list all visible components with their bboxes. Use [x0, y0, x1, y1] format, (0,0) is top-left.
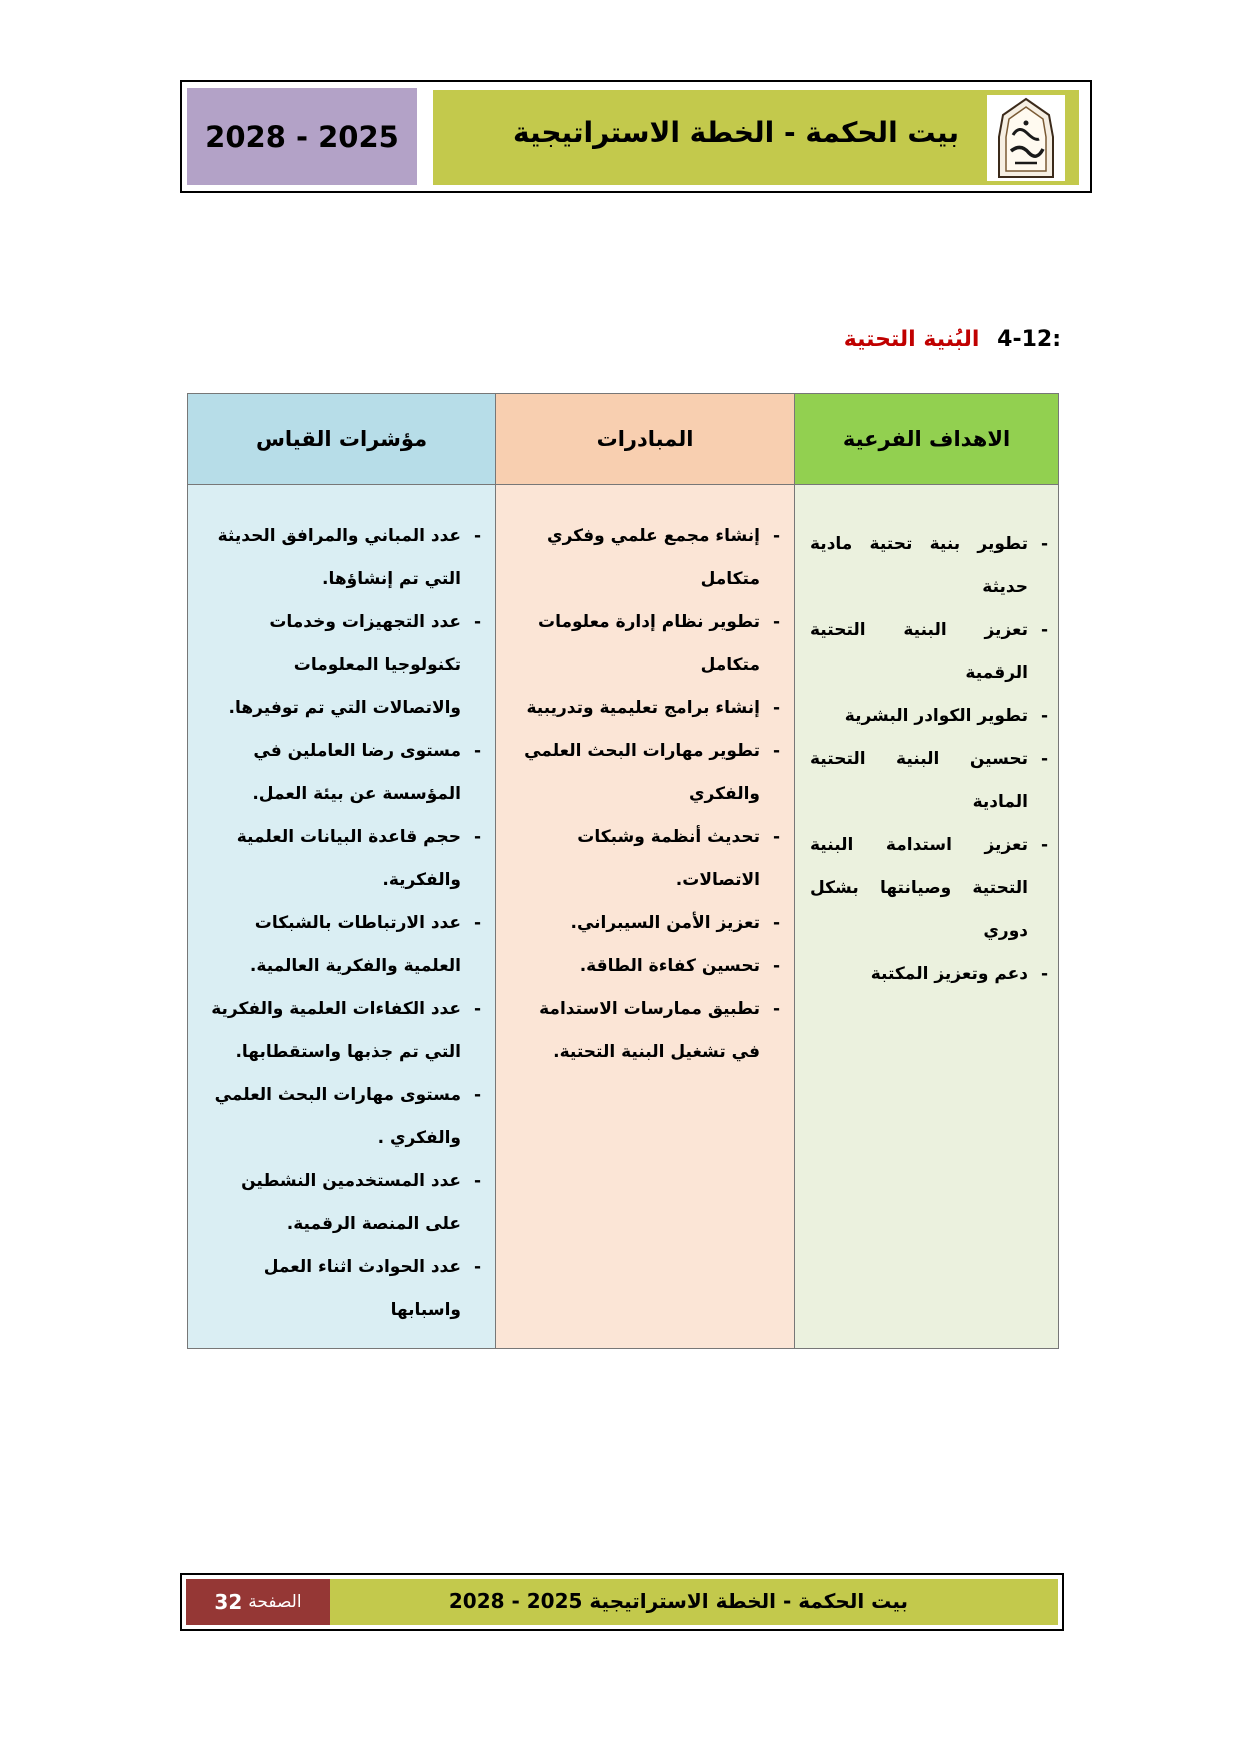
- goals-header: [795, 394, 1058, 485]
- list-item: - عدد المستخدمين النشطين على المنصة الرقمية.: [201, 1160, 483, 1246]
- list-item: - تطبيق ممارسات الاستدامة في تشغيل البنية التحتية.: [520, 988, 782, 1074]
- list-item: - عدد المباني والمرافق الحديثة التي تم إنشاؤها.: [201, 515, 483, 601]
- list-item: - عدد الارتباطات بالشبكات العلمية والفكرية العالمية.: [201, 902, 483, 988]
- list-item: - تطوير الكوادر البشرية: [810, 695, 1050, 738]
- section-title: البُنية التحتية: [843, 327, 980, 352]
- initiatives-list: [520, 515, 782, 1074]
- header-years: [187, 88, 417, 185]
- indicators-header: [188, 394, 495, 485]
- initiatives-body: [496, 485, 794, 1348]
- list-item: - تحسين كفاءة الطاقة.: [520, 945, 782, 988]
- goals-body: [795, 485, 1058, 1348]
- footer-title: بيت الحكمة - الخطة الاستراتيجية 2025 - 2028: [448, 1589, 908, 1613]
- list-item: - دعم وتعزيز المكتبة: [810, 953, 1050, 996]
- logo-emblem-icon: [987, 95, 1065, 181]
- list-item: - مستوى مهارات البحث العلمي والفكري .: [201, 1074, 483, 1160]
- list-item: - حجم قاعدة البيانات العلمية والفكرية.: [201, 816, 483, 902]
- indicators-body: [188, 485, 495, 1348]
- infrastructure-table: [187, 393, 1059, 1349]
- goals-column: [795, 394, 1058, 1348]
- list-item: - تعزيز البنية التحتية الرقمية: [810, 609, 1050, 695]
- page-header: [180, 80, 1092, 193]
- goals-list: [810, 523, 1050, 996]
- list-item: - تعزيز استدامة البنية التحتية وصيانتها بشكل دوري: [810, 824, 1050, 953]
- list-item: - تحديث أنظمة وشبكات الاتصالات.: [520, 816, 782, 902]
- list-item: - تطوير نظام إدارة معلومات متكامل: [520, 601, 782, 687]
- list-item: - تطوير مهارات البحث العلمي والفكري: [520, 730, 782, 816]
- list-item: - إنشاء برامج تعليمية وتدريبية: [520, 687, 782, 730]
- list-item: - عدد الكفاءات العلمية والفكرية التي تم جذبها واستقطابها.: [201, 988, 483, 1074]
- list-item: - عدد التجهيزات وخدمات تكنولوجيا المعلومات والاتصالات التي تم توفيرها.: [201, 601, 483, 730]
- indicators-column: [188, 394, 496, 1348]
- section-heading: [844, 327, 1061, 352]
- indicators-header-label: مؤشرات القياس: [255, 427, 428, 451]
- list-item: - عدد الحوادث اثناء العمل واسبابها: [201, 1246, 483, 1332]
- goals-header-label: الاهداف الفرعية: [842, 427, 1011, 451]
- header-title: بيت الحكمة - الخطة الاستراتيجية: [512, 116, 959, 149]
- footer-title-band: [330, 1579, 1058, 1625]
- page-label: الصفحة: [248, 1592, 302, 1612]
- initiatives-column: [496, 394, 795, 1348]
- list-item: - تطوير بنية تحتية مادية حديثة: [810, 523, 1050, 609]
- page-number-badge: [186, 1579, 330, 1625]
- list-item: - مستوى رضا العاملين في المؤسسة عن بيئة العمل.: [201, 730, 483, 816]
- page-footer: [180, 1573, 1064, 1631]
- list-item: - تعزيز الأمن السيبراني.: [520, 902, 782, 945]
- house-of-wisdom-logo: [987, 95, 1065, 181]
- list-item: - إنشاء مجمع علمي وفكري متكامل: [520, 515, 782, 601]
- indicators-list: [201, 515, 483, 1332]
- initiatives-header: [496, 394, 794, 485]
- header-title-band: [433, 90, 1079, 185]
- header-years-text: 2028 - 2025: [205, 119, 399, 154]
- initiatives-header-label: المبادرات: [596, 427, 694, 451]
- list-item: - تحسين البنية التحتية المادية: [810, 738, 1050, 824]
- section-number: 4-12:: [997, 327, 1061, 352]
- page-number: 32: [214, 1590, 243, 1614]
